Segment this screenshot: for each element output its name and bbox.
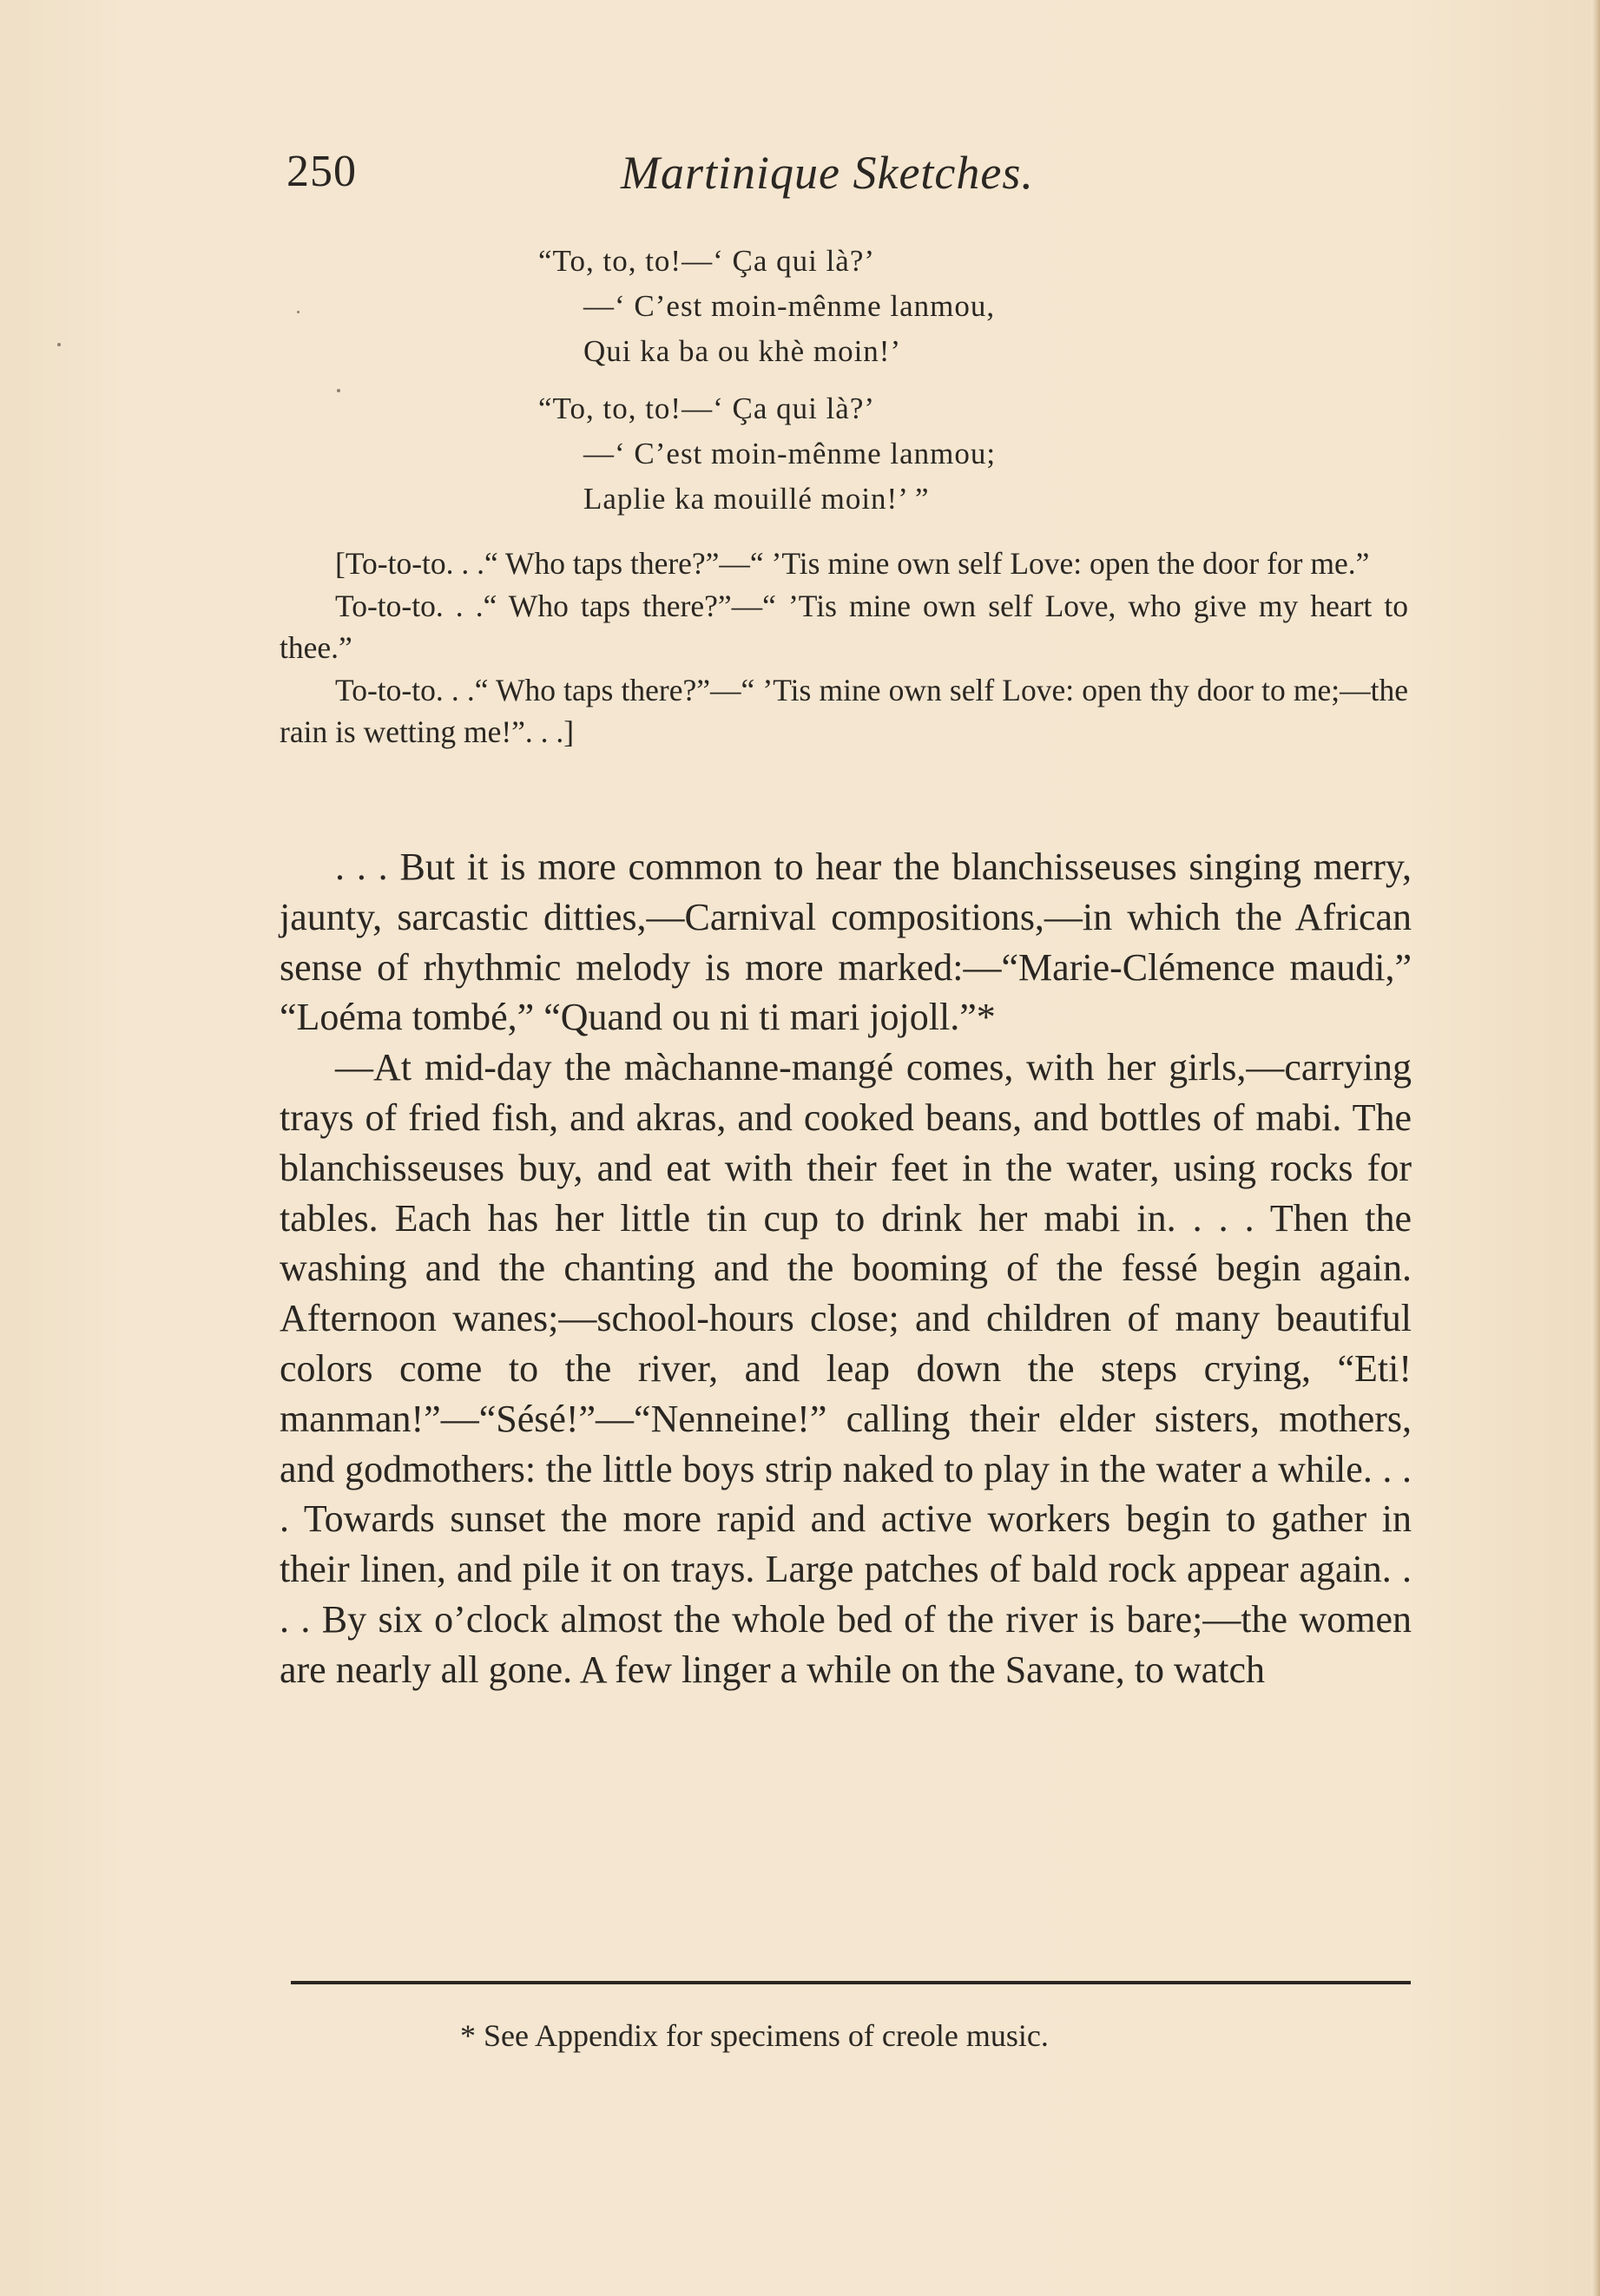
verse-line: “To, to, to!—‘ Ça qui là?’: [538, 391, 876, 425]
footnote: * See Appendix for specimens of creole music.: [460, 2018, 1049, 2053]
paper-speck: [337, 389, 340, 392]
translation-paragraph: [To-to-to. . .“ Who taps there?”—“ ’Tis mine own self Love: open the door for me.”: [335, 546, 1370, 581]
paper-speck: [57, 343, 61, 346]
footnote-rule: [291, 1981, 1411, 1984]
verse-stanza-1: [538, 239, 1320, 374]
paper-speck: [297, 311, 300, 313]
verse-line: —‘ C’est moin-mênme lanmou,: [583, 289, 996, 323]
page-edge-shadow: [1591, 0, 1600, 2296]
page-number: 250: [286, 147, 357, 196]
verse-line: “To, to, to!—‘ Ça qui là?’: [538, 244, 876, 278]
page-header: [286, 146, 1406, 207]
verse-line: Qui ka ba ou khè moin!’: [583, 334, 902, 368]
body-text: [280, 842, 1412, 1695]
verse-stanza-2: [538, 386, 1320, 522]
body-paragraph: —At mid-day the màchanne-mangé comes, with her girls,—carrying trays of fried fish, and akras, and cooked beans, and bottles of mabi. The blanchisseuses buy, and eat with their feet in the water, using rocks for tables. Each has her little tin cup to drink her mabi in. . . . Then the washing and the chanting and the booming of the fessé begin again. Afternoon wanes;—school-hours close; and children of many beautiful colors come to the river, and leap down the steps crying, “Eti! manman!”—“Sésé!”—“Nenneine!” calling their elder sisters, mothers, and godmothers: the little boys strip naked to play in the water a while. . . . Towards sunset the more rapid and active workers begin to gather in their linen, and pile it on trays. Large patches of bald rock appear again. . . . By six o’clock almost the whole bed of the river is bare;—the women are nearly all gone. A few linger a while on the Savane, to watch: [280, 1046, 1412, 1691]
running-title: Martinique Sketches.: [621, 147, 1034, 199]
verse-translation: [280, 543, 1408, 753]
translation-paragraph: To-to-to. . .“ Who taps there?”—“ ’Tis mine own self Love, who give my heart to thee.”: [280, 588, 1408, 665]
verse-line: Laplie ka mouillé moin!’ ”: [583, 482, 930, 516]
verse-line: —‘ C’est moin-mênme lanmou;: [583, 437, 997, 470]
translation-paragraph: To-to-to. . .“ Who taps there?”—“ ’Tis mine own self Love: open thy door to me;—the rain is wetting me!”. . .]: [280, 672, 1408, 749]
body-paragraph: . . . But it is more common to hear the blanchisseuses singing merry, jaunty, sarcastic ditties,—Carnival compositions,—in which the African sense of rhythmic melody is more marked:—“Marie-Clémence maudi,” “Loéma tombé,” “Quand ou ni ti mari jojoll.”*: [280, 845, 1412, 1039]
